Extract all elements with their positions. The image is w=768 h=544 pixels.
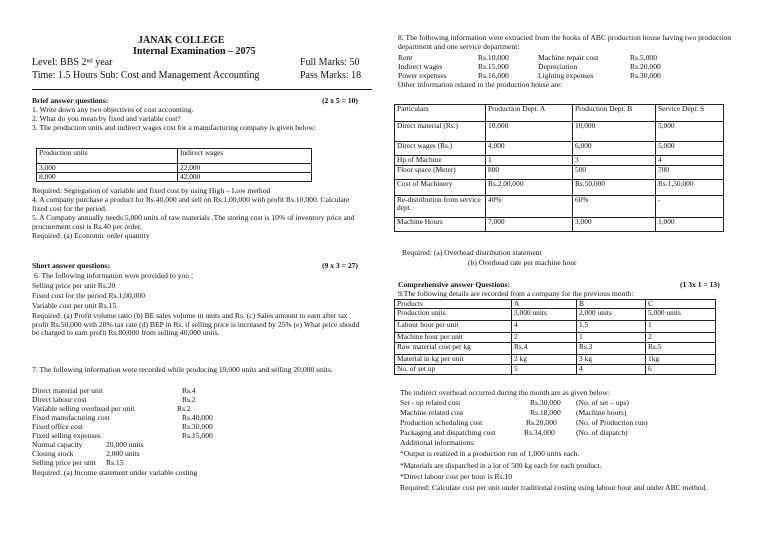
- table-cell: Production units: [395, 309, 512, 321]
- table-cell: Rs.2,00,000: [486, 180, 573, 196]
- overhead-amount: Rs.20,000: [526, 418, 557, 427]
- table-cell: Re-distribution from service dept.: [395, 196, 486, 218]
- table-header: Particulars: [395, 105, 486, 122]
- table-row: [395, 365, 716, 375]
- q7-item-value: Rs.15: [106, 458, 124, 467]
- q7-item-value: Rs.2: [182, 395, 196, 404]
- header-rule: [32, 89, 372, 90]
- question-2: 2. What do you mean by fixed and variable cost?: [32, 114, 181, 123]
- table-cell: 10,000: [573, 122, 656, 142]
- other-info: Other information related to the production house are:: [398, 80, 563, 89]
- brief-marks: (2 x 5 = 10): [322, 96, 358, 105]
- full-marks: Full Marks: 50: [300, 57, 360, 68]
- table-cell: Rs.3: [577, 343, 646, 355]
- table-cell: Rs.50,000: [573, 180, 656, 196]
- table-cell: 2 kg: [512, 355, 577, 365]
- expense-label: Indirect wages: [398, 62, 443, 71]
- table-cell: 3 kg: [577, 355, 646, 365]
- table-cell: Raw material cost per kg: [395, 343, 512, 355]
- table-cell: Material in kg per unit: [395, 355, 512, 365]
- table-row: [395, 122, 724, 142]
- table-cell: 700: [656, 166, 724, 180]
- table-cell: No. of set up: [395, 365, 512, 375]
- table-cell: 4,000: [486, 142, 573, 156]
- table-cell: Direct material (Rs.): [395, 122, 486, 142]
- table-cell: 1.5: [577, 321, 646, 333]
- table-row: [395, 355, 716, 365]
- overhead-label: Production scheduling cost: [400, 418, 483, 427]
- time-subject: Time: 1.5 Hours Sub: Cost and Management Accounting: [32, 70, 260, 81]
- q7-item-label: Direct labour cost: [32, 395, 87, 404]
- table-row: [395, 196, 724, 218]
- table-header: Products: [395, 300, 512, 309]
- q7-item-label: Fixed office cost: [32, 422, 83, 431]
- college-name: JANAK COLLEGE: [138, 35, 225, 46]
- comprehensive-heading: Comprehensive answer Questions:: [398, 280, 510, 289]
- table-row: [395, 218, 724, 232]
- expense-value: Rs.5,000: [630, 53, 658, 62]
- question-9: 9.The following details are recorded from a company for the previous month:: [398, 289, 634, 298]
- pass-marks: Pass Marks: 18: [300, 70, 362, 81]
- short-marks: (9 x 3 = 27): [322, 261, 358, 270]
- table-cell: 4: [512, 321, 577, 333]
- table-row: [395, 309, 716, 321]
- question-8-required-b: (b) Overhead rate per machine hour: [468, 258, 577, 267]
- table-cell: 5,000 units: [646, 309, 716, 321]
- table-cell: Machine hour per unit: [395, 333, 512, 343]
- q7-item-value: Rs.2: [177, 404, 191, 413]
- overhead-driver: (No. of set – ups): [576, 398, 629, 407]
- q7-item-label: Fixed selling expenses: [32, 431, 101, 440]
- table-cell: 2: [646, 333, 716, 343]
- table-cell: Rs.4: [512, 343, 577, 355]
- table-cell: Labour hour per unit: [395, 321, 512, 333]
- table-cell: 1: [646, 321, 716, 333]
- question-1: 1. Write down any two objectives of cost accounting.: [32, 105, 194, 114]
- table-cell: 1,000: [656, 218, 724, 232]
- q6-line: Selling price per unit Rs.20: [32, 281, 116, 290]
- overhead-amount: Rs.34,000: [524, 428, 555, 437]
- q6-line: Fixed cost for the period Rs.1,00,000: [32, 291, 146, 300]
- products-table: [394, 299, 716, 375]
- q7-item-value: Rs.30,000: [182, 422, 213, 431]
- q7-item-label: Selling price per unit: [32, 458, 96, 467]
- table-header: Production units: [37, 149, 178, 164]
- table-cell: 800: [486, 166, 573, 180]
- table-row: [395, 180, 724, 196]
- table-header: Service Dept. S: [656, 105, 724, 122]
- table-cell: 2,000 units: [577, 309, 646, 321]
- table-cell: 40%: [486, 196, 573, 218]
- table-cell: 5,000: [656, 122, 724, 142]
- table-row: [395, 166, 724, 180]
- overhead-label: Set - up related cost: [400, 398, 461, 407]
- expense-label: Rent: [398, 53, 413, 62]
- level-text: Level: BBS 2ⁿᵈ year: [32, 57, 113, 68]
- expense-label: Lighting expenses: [538, 71, 594, 80]
- table-row: [395, 321, 716, 333]
- table-cell: 3: [573, 156, 656, 166]
- table-row: [37, 173, 312, 182]
- table-cell: 3,000 units: [512, 309, 577, 321]
- expense-label: Power expenses: [398, 71, 447, 80]
- table-cell: 4: [577, 365, 646, 375]
- table-cell: Rs.5: [646, 343, 716, 355]
- overhead-label: Machine related cost: [400, 408, 464, 417]
- short-heading: Short answer questions:: [32, 261, 110, 270]
- department-table: [394, 104, 724, 232]
- table-cell: 5,000: [656, 142, 724, 156]
- table-cell: 6,000: [573, 142, 656, 156]
- table-header: B: [577, 300, 646, 309]
- additional-info-heading: Additional informations:: [400, 438, 476, 447]
- table-cell: 6: [646, 365, 716, 375]
- table-cell: Rs.1,50,000: [656, 180, 724, 196]
- q7-item-label: Normal capacity: [32, 440, 83, 449]
- q7-item-value: 2,000 units: [106, 449, 140, 458]
- question-8-required-a: Required: (a) Overhead distribution statement: [402, 248, 542, 257]
- table-cell: Direct wages (Rs.): [395, 142, 486, 156]
- overhead-driver: (No. of dispatch): [576, 428, 628, 437]
- expense-label: Machine repair cost: [538, 53, 599, 62]
- q7-item-label: Closing stock: [32, 449, 74, 458]
- question-8: 8. The following information were extracted from the books of ABC production house having two production department and one service department:: [398, 33, 732, 51]
- table-cell: -: [656, 196, 724, 218]
- table-cell: Hp of Machine: [395, 156, 486, 166]
- table-cell: 22,000: [178, 164, 312, 173]
- q6-line: Variable cost per unit Rs.15: [32, 301, 117, 310]
- overhead-amount: Rs.18,000: [530, 408, 561, 417]
- question-5-required: Required: (a) Economic order quantity: [32, 231, 150, 240]
- note-item: *Output is realized in a production run of 1,000 units each.: [400, 449, 580, 458]
- table-row: [37, 164, 312, 173]
- table-header: A: [512, 300, 577, 309]
- table-cell: 1kg: [646, 355, 716, 365]
- question-7-required: Required: (a) Income statement under variable costing: [32, 468, 198, 477]
- table-cell: Machine Hours: [395, 218, 486, 232]
- q7-item-value: 20,000 units: [106, 440, 144, 449]
- table-header: Indirect wages: [178, 149, 312, 164]
- overhead-amount: Rs.30,000: [530, 398, 561, 407]
- table-cell: 7,000: [486, 218, 573, 232]
- overhead-intro: The indirect overhead occurred during the month are as given below:: [400, 388, 611, 397]
- q7-item-value: Rs.15,000: [182, 431, 213, 440]
- table-cell: Floor space (Meter): [395, 166, 486, 180]
- table-header-row: [395, 105, 724, 122]
- question-4: 4. A company purchase a product for Rs.40,000 and sell on Rs.1,00,000 with profit Rs.10,000. Calculate fixed cost for the period.: [32, 195, 350, 213]
- expense-value: Rs.30,000: [630, 71, 661, 80]
- table-row: [395, 343, 716, 355]
- table-row: [395, 333, 716, 343]
- question-3: 3. The production units and indirect wages cost for a manufacturing company is given below:: [32, 123, 316, 132]
- overhead-driver: (Machine hours): [576, 408, 627, 417]
- q7-item-label: Fixed manufacturing cost: [32, 413, 110, 422]
- table-cell: 8,000: [37, 173, 178, 182]
- table-header: Production Dept. A: [486, 105, 573, 122]
- q7-item-label: Direct material per unit: [32, 386, 104, 395]
- question-5: 5. A Company annually needs 5,000 units of raw materials .The storing cost is 10% of inventory price and procurement cost is Rs.40 per order.: [32, 213, 355, 231]
- table-header-row: [37, 149, 312, 164]
- table-cell: 1: [577, 333, 646, 343]
- table-cell: 2: [512, 333, 577, 343]
- table-cell: 5: [512, 365, 577, 375]
- table-header: Production Dept. B: [573, 105, 656, 122]
- question-6-required: Required: (a) Profit volume ratio (b) BE sales volume in units and Rs. (c) Sales amount to earn after tax profit Rs.50,000 with 20% tax rate (d) BEP in Rs. if selling price is increased by 25% (e) What price should be charged to earn profit Rs.80,000 from selling 40,000 units.: [32, 311, 360, 338]
- question-7: 7. The following information were recorded while producing 19,000 units and selling 20,000 units.: [32, 365, 333, 374]
- table-row: [395, 142, 724, 156]
- expense-label: Depreciation: [538, 62, 578, 71]
- expense-value: Rs.15,000: [478, 62, 509, 71]
- overhead-label: Packaging and dispatching cost: [400, 428, 496, 437]
- note-item: *Materials are dispatched in a lot of 500 kg each for each product.: [400, 461, 602, 470]
- comprehensive-marks: (1 3x 1 = 13): [680, 280, 720, 289]
- expense-value: Rs.16,000: [478, 71, 509, 80]
- expense-value: Rs.10,000: [478, 53, 509, 62]
- question-3-required: Required: Segregation of variable and fixed cost by using High – Low method: [32, 186, 271, 195]
- note-item: *Direct labour cost per hour is Rs.10: [400, 472, 512, 481]
- table-cell: Cost of Machinery: [395, 180, 486, 196]
- overhead-driver: (No. of Production run): [576, 418, 648, 427]
- table-cell: 42,000: [178, 173, 312, 182]
- expense-value: Rs.20,000: [630, 62, 661, 71]
- question-6: 6. The following information were provided to you ;: [34, 271, 194, 280]
- brief-heading: Brief answer questions:: [32, 96, 109, 105]
- question-9-required: Required: Calculate cost per unit under traditional costing using labour hour and under ABC method.: [400, 483, 708, 492]
- table-cell: 500: [573, 166, 656, 180]
- q7-item-value: Rs.4: [182, 386, 196, 395]
- table-header: C: [646, 300, 716, 309]
- wages-table: [36, 148, 312, 182]
- table-cell: 60%: [573, 196, 656, 218]
- table-cell: 3,000: [37, 164, 178, 173]
- table-cell: 3,000: [573, 218, 656, 232]
- table-row: [395, 156, 724, 166]
- q7-item-label: Variable selling overhead per unit: [32, 404, 135, 413]
- table-cell: 4: [656, 156, 724, 166]
- table-cell: 10,000: [486, 122, 573, 142]
- q7-item-value: Rs.40,000: [182, 413, 213, 422]
- exam-title: Internal Examination – 2075: [133, 46, 256, 57]
- table-cell: 1: [486, 156, 573, 166]
